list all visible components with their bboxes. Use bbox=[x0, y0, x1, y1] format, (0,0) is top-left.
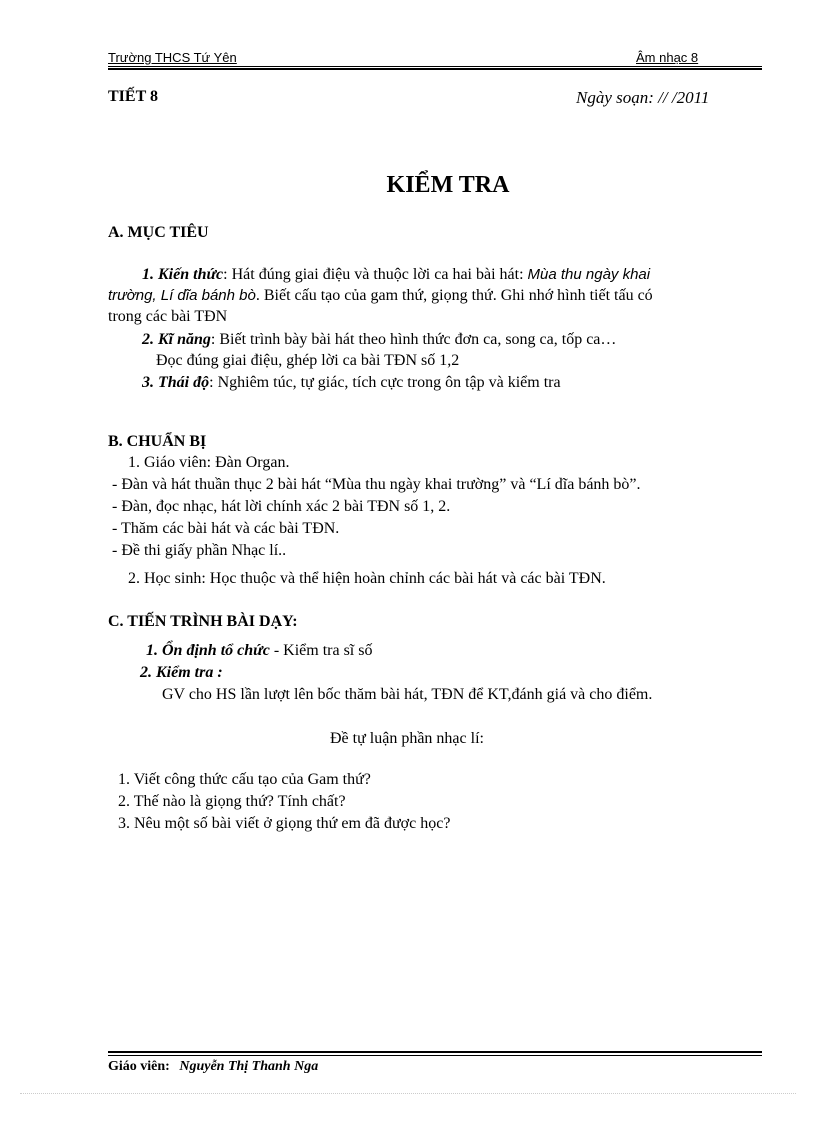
header-subject: Âm nhạc 8 bbox=[636, 50, 699, 65]
header-school: Trường THCS Tứ Yên bbox=[108, 50, 237, 65]
step-check-text: GV cho HS lần lượt lên bốc thăm bài hát, TĐN để KT,đánh giá và cho điểm. bbox=[162, 686, 653, 703]
objective-knowledge-line2 bbox=[108, 285, 653, 306]
question-1: 1. Viết công thức cấu tạo của Gam thứ? bbox=[118, 771, 371, 788]
prep-date: Ngày soạn: // /2011 bbox=[576, 88, 710, 107]
step-check-label: 2. Kiểm tra : bbox=[140, 664, 223, 681]
knowledge-label: 1. Kiến thức bbox=[142, 266, 224, 283]
skills-label: 2. Kĩ năng bbox=[142, 331, 211, 348]
step-organize bbox=[146, 640, 372, 661]
knowledge-text2: . Biết cấu tạo của gam thứ, giọng thứ. Ghi nhớ hình tiết tấu có bbox=[255, 287, 653, 304]
header-rule-thick bbox=[108, 68, 762, 70]
footer-rule-thick bbox=[108, 1051, 762, 1053]
prep-student: 2. Học sinh: Học thuộc và thể hiện hoàn chỉnh các bài hát và các bài TĐN. bbox=[128, 570, 606, 587]
header-rule-thin bbox=[108, 66, 762, 67]
objective-skills-line2: Đọc đúng giai điệu, ghép lời ca bài TĐN số 1,2 bbox=[156, 352, 460, 369]
objective-knowledge bbox=[142, 264, 650, 285]
section-b-heading: B. CHUẨN BỊ bbox=[108, 433, 207, 450]
skills-text: : Biết trình bày bài hát theo hình thức đơn ca, song ca, tốp ca… bbox=[210, 331, 617, 348]
question-3: 3. Nêu một số bài viết ở giọng thứ em đã được học? bbox=[118, 815, 451, 832]
section-a-heading: A. MỤC TIÊU bbox=[108, 224, 209, 241]
prep-line-2: - Đàn, đọc nhạc, hát lời chính xác 2 bài TĐN số 1, 2. bbox=[112, 498, 451, 515]
footer bbox=[108, 1059, 318, 1075]
prep-line-3: - Thăm các bài hát và các bài TĐN. bbox=[112, 520, 340, 537]
section-c-heading: C. TIẾN TRÌNH BÀI DẠY: bbox=[108, 613, 298, 630]
attitude-text: : Nghiêm túc, tự giác, tích cực trong ôn tập và kiểm tra bbox=[209, 374, 561, 391]
lesson-label: TIẾT 8 bbox=[108, 88, 158, 105]
objective-attitude bbox=[142, 372, 561, 393]
prep-line-1: - Đàn và hát thuần thục 2 bài hát “Mùa thu ngày khai trường” và “Lí dĩa bánh bò”. bbox=[112, 476, 641, 493]
knowledge-text: : Hát đúng giai điệu và thuộc lời ca hai bài hát: bbox=[223, 266, 528, 283]
prep-line-4: - Đề thi giấy phần Nhạc lí.. bbox=[112, 542, 287, 559]
organize-label: 1. Ổn định tổ chức bbox=[146, 642, 270, 659]
objective-knowledge-line3: trong các bài TĐN bbox=[108, 308, 228, 325]
page-title: KIỂM TRA bbox=[386, 172, 510, 198]
knowledge-song2: trường, Lí dĩa bánh bò bbox=[108, 287, 256, 304]
teacher-name: Nguyễn Thị Thanh Nga bbox=[179, 1059, 319, 1074]
question-2: 2. Thế nào là giọng thứ? Tính chất? bbox=[118, 793, 346, 810]
attitude-label: 3. Thái độ bbox=[142, 374, 210, 391]
page-edge bbox=[20, 1093, 796, 1094]
exam-title: Đề tự luận phần nhạc lí: bbox=[330, 730, 484, 747]
organize-text: - Kiểm tra sĩ số bbox=[269, 642, 373, 659]
knowledge-song: Mùa thu ngày khai bbox=[527, 266, 651, 283]
prep-teacher: 1. Giáo viên: Đàn Organ. bbox=[128, 454, 290, 471]
footer-label: Giáo viên: bbox=[108, 1059, 170, 1074]
footer-rule-thin bbox=[108, 1055, 762, 1056]
objective-skills bbox=[142, 329, 616, 350]
